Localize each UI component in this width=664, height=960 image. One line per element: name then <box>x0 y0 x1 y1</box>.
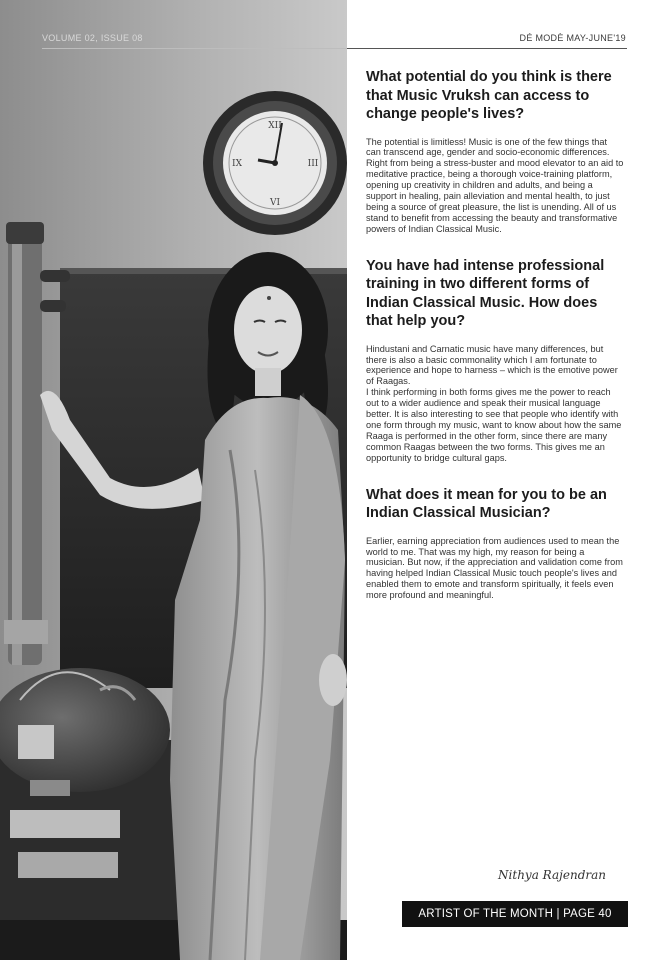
qa-section-2 <box>366 257 624 464</box>
answer-paragraph: I think performing in both forms gives me the power to reach out to a wider audience and speak their musical language better. It is also interesting to see that people who identify with one form through my music, want to know about how the same Raaga is performed in the other form, since there are many common Raagas between the two forms. This gives me an opportunity to bridge cultural gaps. <box>366 387 622 463</box>
footer-badge-label: ARTIST OF THE MONTH | PAGE 40 <box>418 908 612 920</box>
page-footer-badge <box>402 901 628 927</box>
author-signature: Nithya Rajendran <box>498 868 606 882</box>
answer-paragraph: Hindustani and Carnatic music have many differences, but there is also a basic commonality which I am fortunate to experience and hope to harness – which is the emotive power of Raagas. <box>366 343 618 387</box>
svg-text:VI: VI <box>269 198 281 208</box>
magazine-issue-date: DÉ MODÈ MAY-JUNE'19 <box>519 33 626 43</box>
header-rule-left <box>42 48 347 49</box>
answer-paragraph: The potential is limitless! Music is one of the few things that can transcend age, gender and socio-economic differences. Right from being a stress-buster and mood elevator to an aid to meditative practice, being a thorough voice-training platform, opening up creativity in children and adults, and being a support in healing, pain alleviation and mental health, to just being a source of great pleasure, the list is unending. All of us stand to benefit from accessing the beauty and transformative powers of Indian Classical Music. <box>366 136 624 234</box>
question-heading: What does it mean for you to be an Indian Classical Musician? <box>366 486 607 522</box>
header-rule <box>347 48 627 49</box>
qa-section-3 <box>366 486 624 601</box>
question-heading: What potential do you think is there that Music Vruksh can access to change people's lives? <box>366 69 612 122</box>
answer-body <box>366 137 624 235</box>
svg-text:XII: XII <box>268 121 282 131</box>
answer-body <box>366 344 624 464</box>
volume-issue-label: VOLUME 02, ISSUE 08 <box>42 33 143 43</box>
wall-clock-icon <box>203 91 347 235</box>
qa-section-1 <box>366 68 624 235</box>
question-heading: You have had intense professional training in two different forms of Indian Classical Music. How does that help you? <box>366 257 605 330</box>
interview-article <box>366 68 624 623</box>
svg-text:IX: IX <box>232 159 242 169</box>
answer-body <box>366 536 624 601</box>
answer-paragraph: Earlier, earning appreciation from audiences used to mean the world to me. That was my high, my reason for being a musician. But now, if the appreciation and validation come from having helped Indian Classical Music touch people's lives and enabled them to emote and transform spiritually, it feels even more profound and meaningful. <box>366 535 623 601</box>
svg-text:III: III <box>307 159 319 169</box>
